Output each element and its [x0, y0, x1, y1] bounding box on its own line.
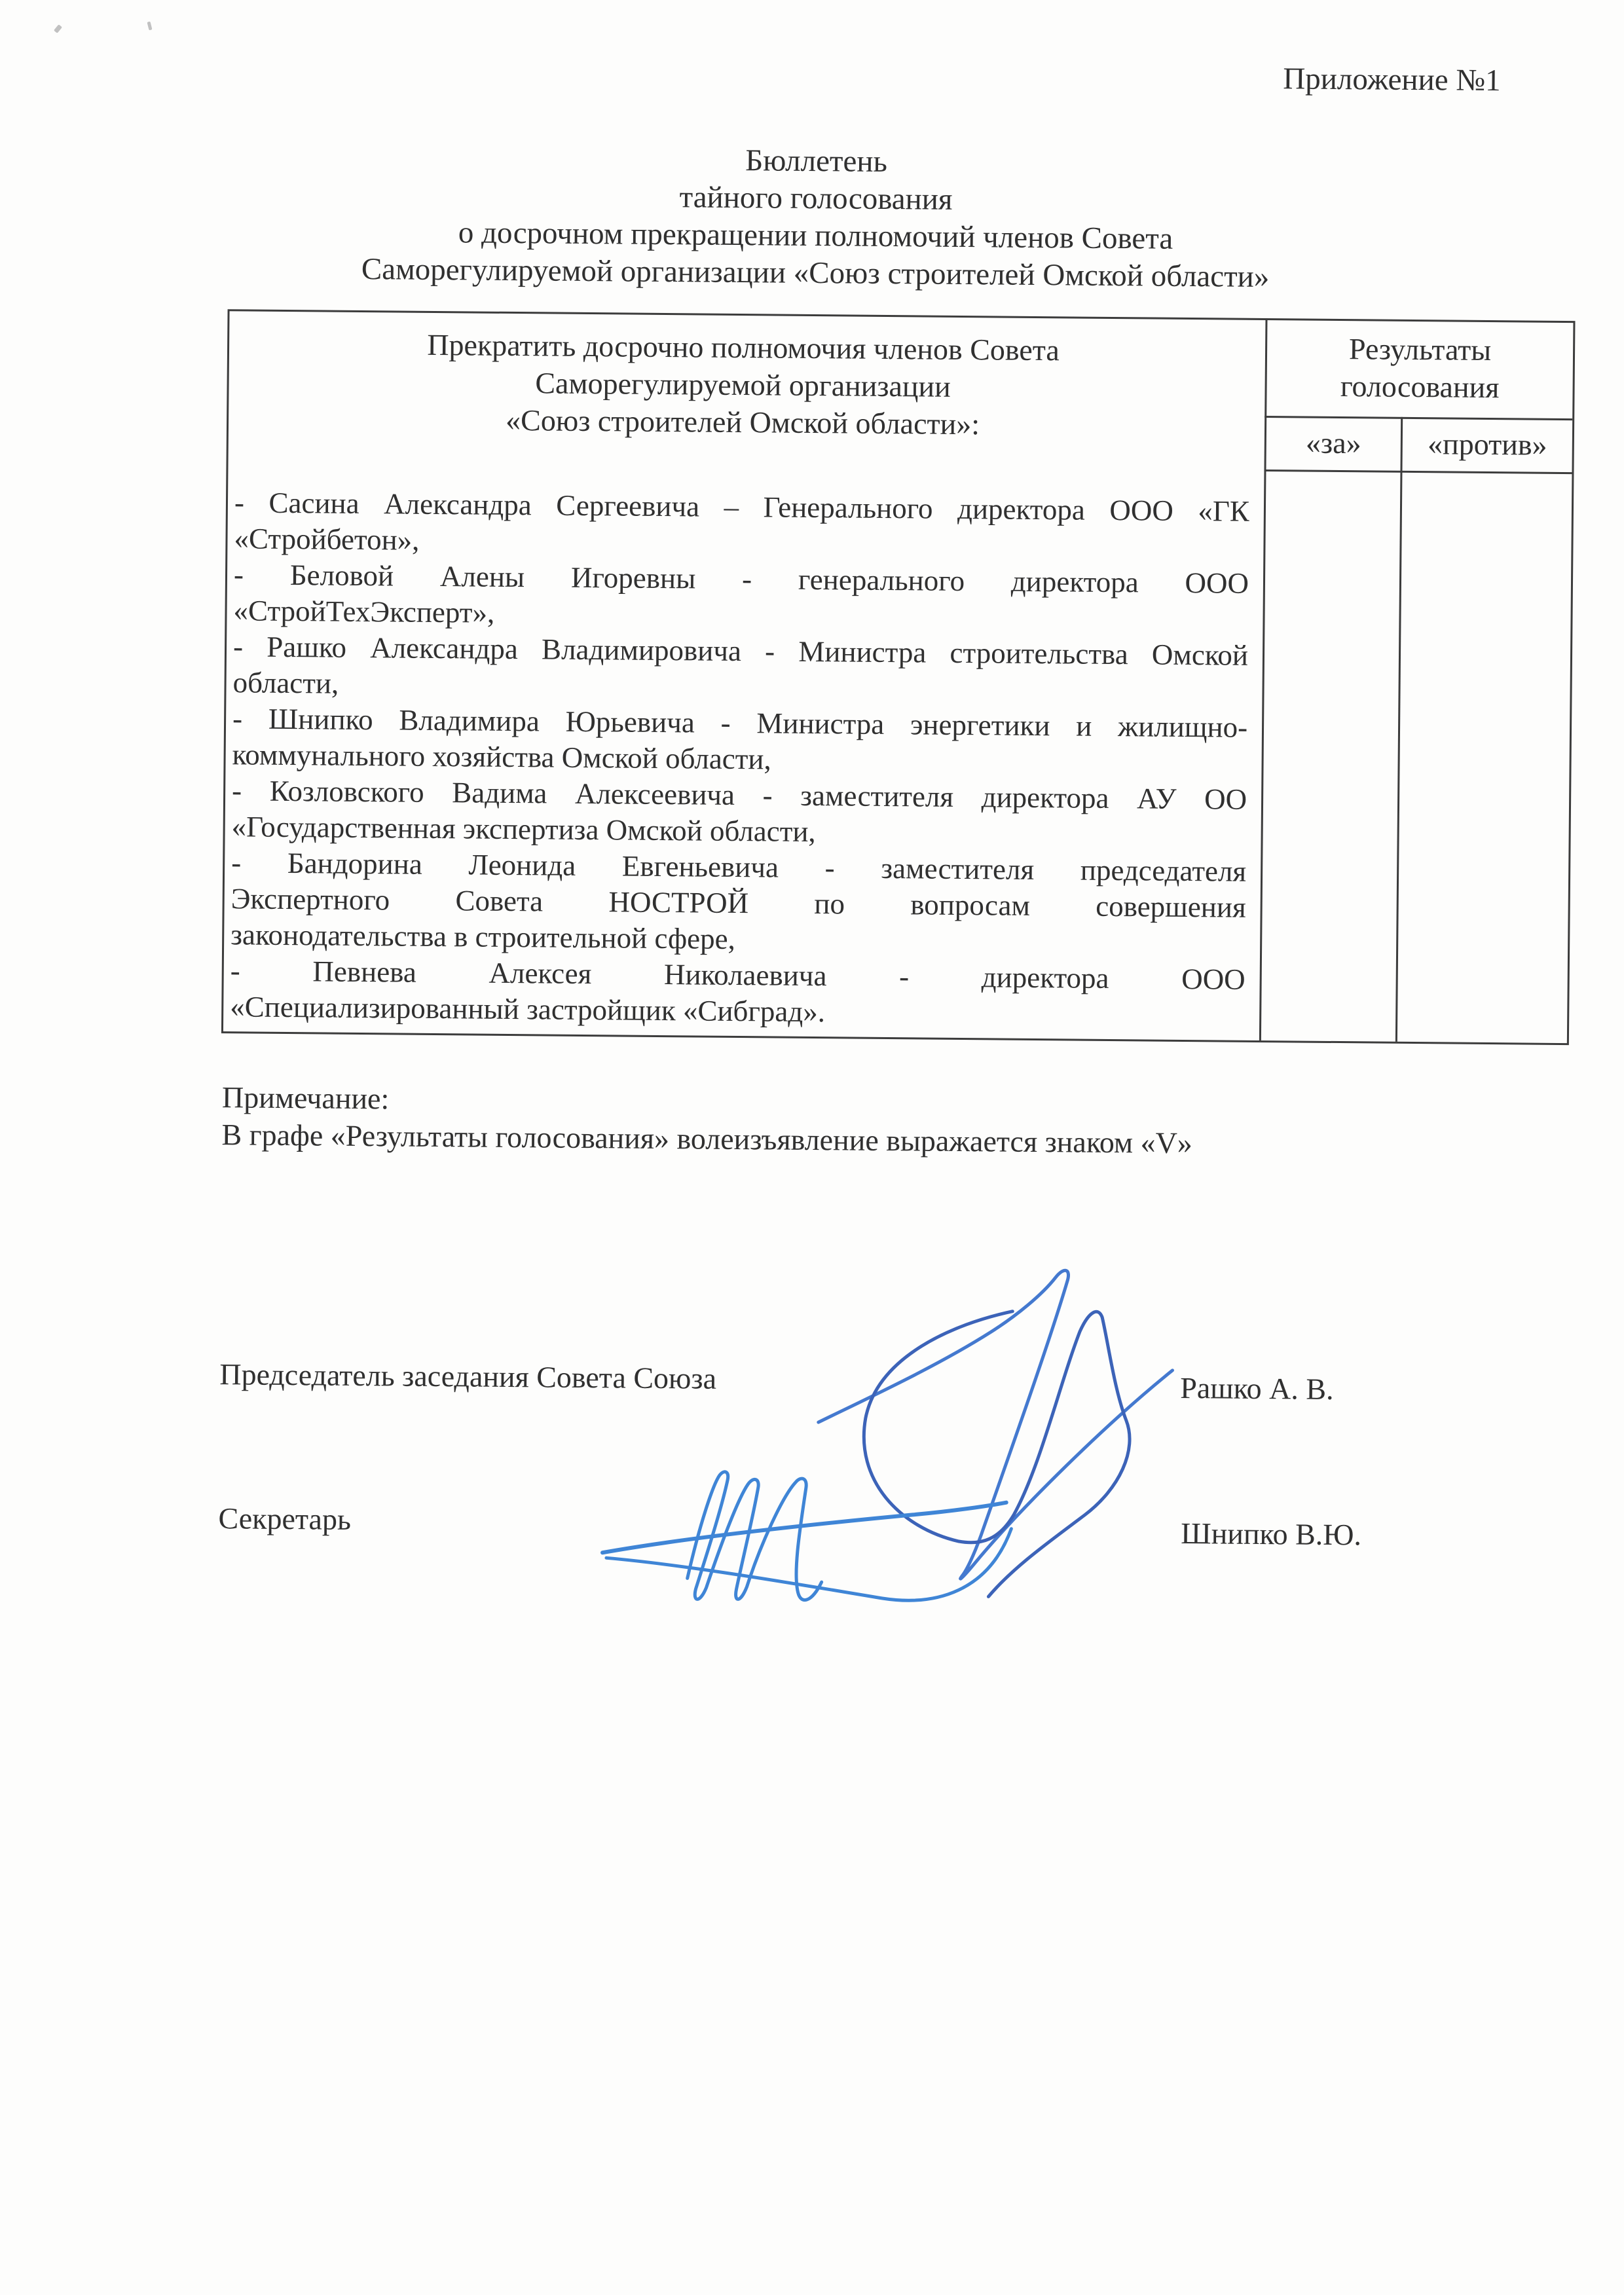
signature-name-shnipko: Шнипко В.Ю. [1181, 1516, 1362, 1552]
column-header-za: «за» [1305, 426, 1361, 460]
handwritten-signatures [358, 1227, 1240, 1661]
list-item: - Беловой Алены Игоревны - генерального директора ООО [233, 558, 1249, 600]
vote-cell-protiv[interactable] [1397, 473, 1572, 1043]
signature-role-chairman: Председатель заседания Совета Союза [219, 1357, 717, 1395]
title-line: тайного голосования [679, 180, 953, 217]
list-item: «СтройТехЭксперт», [233, 594, 495, 629]
secretary-signature-stroke [606, 1525, 1011, 1601]
document-title [3, 136, 1624, 299]
ballot-table [221, 309, 1576, 1045]
list-item: - Шнипко Владимира Юрьевича - Министра энергетики и жилищно- [232, 702, 1248, 744]
list-item: «Стройбетон», [234, 522, 420, 557]
members-list [230, 485, 1249, 1033]
results-header-line: голосования [1340, 369, 1500, 405]
list-item: области, [232, 666, 339, 700]
list-item: законодательства в строительной сфере, [231, 918, 736, 955]
vote-cell-za[interactable] [1261, 471, 1401, 1042]
question-header-line: Прекратить досрочно полномочия членов Совета [427, 327, 1060, 367]
list-item: «Специализированный застройщик «Сибград». [230, 990, 826, 1029]
list-item: - Сасина Александра Сергеевича – Генерального директора ООО «ГК [234, 486, 1250, 528]
chairman-signature-stroke [862, 1310, 1131, 1598]
list-item: «Государственная экспертиза Омской области, [231, 810, 816, 849]
annex-label: Приложение №1 [1283, 62, 1501, 98]
question-cell [223, 311, 1266, 1040]
list-item: - Бандорина Леонида Евгеньевича - заместителя председателя [231, 846, 1247, 888]
question-header-line: «Союз строителей Омской области»: [505, 403, 980, 441]
signature-role-secretary: Секретарь [218, 1501, 352, 1536]
column-header-protiv: «против» [1427, 427, 1547, 462]
results-header [1266, 320, 1573, 418]
title-line: Саморегулируемой организации «Союз строителей Омской области» [361, 251, 1270, 295]
question-header [235, 324, 1251, 445]
list-item: - Рашко Александра Владимировича - Министра строительства Омской [232, 630, 1249, 672]
note-block [221, 1078, 1192, 1162]
list-item: Экспертного Совета НОСТРОЙ по вопросам совершения [231, 882, 1246, 924]
title-line: о досрочном прекращении полномочий членов Совета [458, 215, 1173, 256]
note-text: В графе «Результаты голосования» волеизъявление выражается знаком «V» [221, 1118, 1193, 1160]
list-item: - Певнева Алексея Николаевича - директора ООО [230, 954, 1246, 996]
list-item: коммунального хозяйства Омской области, [232, 738, 771, 776]
question-header-line: Саморегулируемой организации [535, 366, 951, 403]
signature-name-rashko: Рашко А. В. [1180, 1370, 1334, 1406]
results-header-line: Результаты [1348, 332, 1492, 367]
title-line: Бюллетень [745, 143, 888, 179]
note-label: Примечание: [221, 1080, 390, 1116]
list-item: - Козловского Вадима Алексеевича - заместителя директора АУ ОО [231, 774, 1247, 816]
